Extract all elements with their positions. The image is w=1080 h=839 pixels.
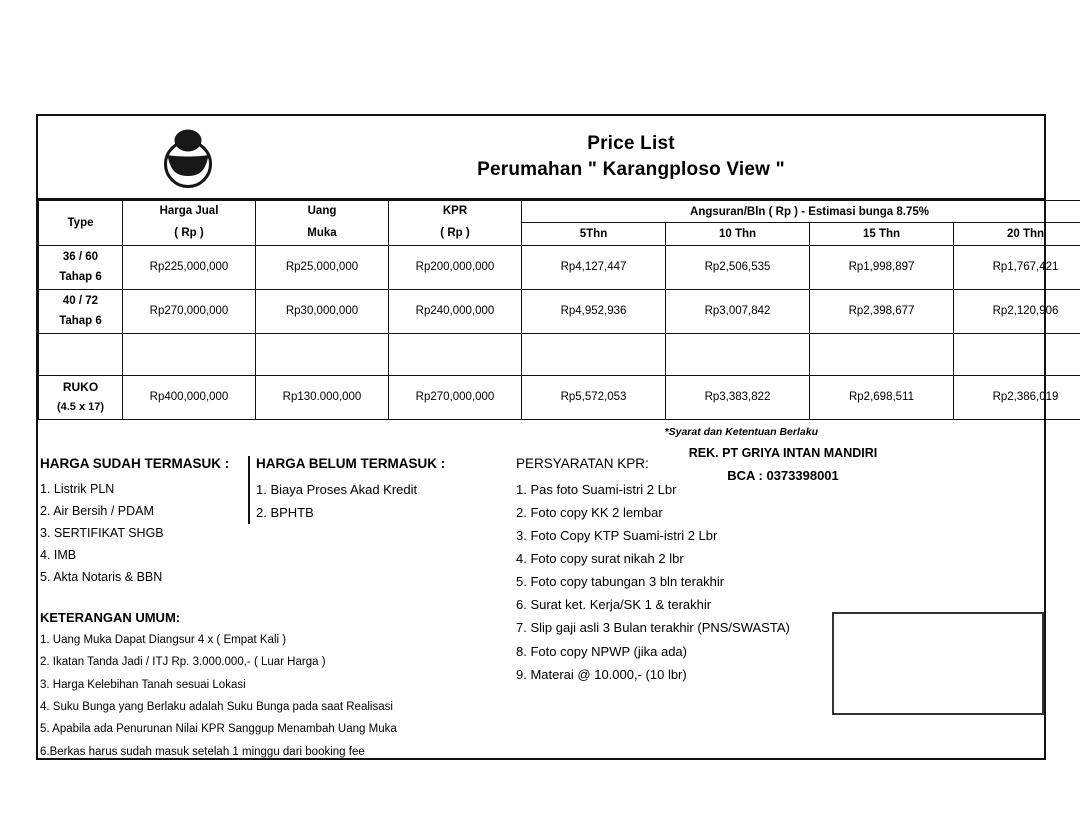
cell-uang-muka: Rp130.000,000 — [256, 375, 389, 419]
cell-angsuran-10: Rp2,506,535 — [666, 245, 810, 289]
excluded-list — [256, 478, 510, 524]
price-table — [38, 200, 1080, 420]
col-header-angsuran-group: Angsuran/Bln ( Rp ) - Estimasi bunga 8.75% — [522, 201, 1080, 223]
cell-angsuran-10 — [666, 333, 810, 375]
list-item: 3. Foto Copy KTP Suami-istri 2 Lbr — [516, 527, 718, 543]
price-list-sheet — [36, 114, 1059, 760]
col-header-kpr — [389, 201, 522, 246]
list-item: 2. Foto copy KK 2 lembar — [516, 504, 663, 520]
cell-angsuran-15: Rp2,398,677 — [810, 289, 954, 333]
cell-uang-muka: Rp30,000,000 — [256, 289, 389, 333]
list-item: 3. SERTIFIKAT SHGB — [40, 525, 164, 540]
list-item: 2. BPHTB — [256, 504, 314, 520]
list-item: 3. Harga Kelebihan Tanah sesuai Lokasi — [40, 678, 246, 691]
col-header-uang-muka-line2: Muka — [307, 226, 337, 239]
cell-angsuran-15 — [810, 333, 954, 375]
list-item: 2. Ikatan Tanda Jadi / ITJ Rp. 3.000.000,- ( Luar Harga ) — [40, 656, 326, 669]
general-notes-block — [40, 610, 510, 764]
col-header-harga-jual-line1: Harga Jual — [159, 205, 219, 217]
list-item: 1. Biaya Proses Akad Kredit — [256, 481, 418, 497]
logo-container — [38, 126, 338, 188]
cell-kpr: Rp270,000,000 — [389, 375, 522, 419]
cell-type-line1: RUKO — [62, 380, 99, 395]
list-item: 5. Foto copy tabungan 3 bln terakhir — [516, 574, 725, 590]
table-header-row-1 — [39, 201, 1080, 223]
list-item: 1. Uang Muka Dapat Diangsur 4 x ( Empat Kali ) — [40, 633, 287, 646]
cell-angsuran-10: Rp3,383,822 — [666, 375, 810, 419]
list-item: 7. Slip gaji asli 3 Bulan terakhir (PNS/SWASTA) — [516, 620, 790, 636]
cell-type — [39, 375, 123, 419]
cell-harga-jual: Rp225,000,000 — [123, 245, 256, 289]
cell-kpr — [389, 333, 522, 375]
cell-angsuran-20 — [954, 333, 1080, 375]
notes-area — [38, 420, 1044, 758]
cell-uang-muka: Rp25,000,000 — [256, 245, 389, 289]
cell-uang-muka — [256, 333, 389, 375]
terms-note: *Syarat dan Ketentuan Berlaku — [664, 425, 818, 438]
table-row-empty — [39, 333, 1080, 375]
included-title: HARGA SUDAH TERMASUK : — [40, 455, 230, 471]
cell-angsuran-20: Rp2,120,906 — [954, 289, 1080, 333]
list-item: 8. Foto copy NPWP (jika ada) — [516, 643, 687, 659]
col-header-kpr-line1: KPR — [442, 205, 468, 217]
document-header — [38, 116, 1044, 200]
bank-account-number: BCA : 0373398001 — [727, 467, 839, 483]
col-header-tenor-5: 5Thn — [522, 223, 666, 245]
cell-angsuran-5: Rp4,952,936 — [522, 289, 666, 333]
cell-harga-jual — [123, 333, 256, 375]
cell-kpr: Rp240,000,000 — [389, 289, 522, 333]
col-header-type: Type — [39, 201, 123, 246]
list-item: 4. Suku Bunga yang Berlaku adalah Suku Bunga pada saat Realisasi — [40, 700, 393, 713]
cell-angsuran-20: Rp1,767,421 — [954, 245, 1080, 289]
col-header-tenor-20: 20 Thn — [954, 223, 1080, 245]
cell-harga-jual: Rp270,000,000 — [123, 289, 256, 333]
table-row — [39, 245, 1080, 289]
excluded-title: HARGA BELUM TERMASUK : — [256, 455, 446, 471]
cell-type — [39, 289, 123, 333]
cell-angsuran-5 — [522, 333, 666, 375]
cell-angsuran-5: Rp5,572,053 — [522, 375, 666, 419]
cell-angsuran-15: Rp1,998,897 — [810, 245, 954, 289]
list-item: 6.Berkas harus sudah masuk setelah 1 minggu dari booking fee — [40, 745, 365, 758]
included-block — [40, 456, 248, 589]
cell-type — [39, 333, 123, 375]
table-row — [39, 289, 1080, 333]
kpr-requirements-title: PERSYARATAN KPR: — [516, 455, 649, 471]
col-header-tenor-10: 10 Thn — [666, 223, 810, 245]
col-header-tenor-15: 15 Thn — [810, 223, 954, 245]
excluded-block — [248, 456, 510, 524]
title-container — [338, 131, 1044, 182]
list-item: 1. Pas foto Suami-istri 2 Lbr — [516, 481, 677, 497]
col-header-harga-jual — [123, 201, 256, 246]
list-item: 6. Surat ket. Kerja/SK 1 & terakhir — [516, 597, 712, 613]
col-header-uang-muka-line1: Uang — [307, 205, 337, 217]
page-title: Price List — [587, 133, 675, 155]
cell-angsuran-15: Rp2,698,511 — [810, 375, 954, 419]
bank-account-name: REK. PT GRIYA INTAN MANDIRI — [688, 445, 878, 460]
general-notes-list — [40, 629, 510, 764]
cell-angsuran-10: Rp3,007,842 — [666, 289, 810, 333]
cell-angsuran-20: Rp2,386,019 — [954, 375, 1080, 419]
col-header-uang-muka — [256, 201, 389, 246]
cell-type — [39, 245, 123, 289]
signature-box — [832, 612, 1044, 715]
cell-kpr: Rp200,000,000 — [389, 245, 522, 289]
cell-type-line2: Tahap 6 — [59, 271, 102, 284]
cell-angsuran-5: Rp4,127,447 — [522, 245, 666, 289]
cell-type-line1: 36 / 60 — [62, 251, 99, 264]
col-header-harga-jual-line2: ( Rp ) — [174, 226, 204, 239]
list-item: 2. Air Bersih / PDAM — [40, 503, 154, 518]
list-item: 4. Foto copy surat nikah 2 lbr — [516, 551, 684, 567]
cell-type-line2: Tahap 6 — [59, 315, 102, 328]
col-header-kpr-line2: ( Rp ) — [440, 226, 470, 239]
cell-type-line1: 40 / 72 — [62, 295, 99, 308]
list-item: 5. Apabila ada Penurunan Nilai KPR Sanggup Menambah Uang Muka — [40, 723, 397, 736]
list-item: 5. Akta Notaris & BBN — [40, 570, 163, 585]
general-notes-title: KETERANGAN UMUM: — [40, 609, 181, 625]
list-item: 1. Listrik PLN — [40, 481, 115, 496]
cell-harga-jual: Rp400,000,000 — [123, 375, 256, 419]
included-list — [40, 478, 248, 589]
list-item: 9. Materai @ 10.000,- (10 lbr) — [516, 666, 687, 682]
cell-type-line2: (4.5 x 17) — [56, 401, 105, 414]
person-circle-logo-icon — [157, 126, 219, 188]
page-subtitle: Perumahan " Karangploso View " — [477, 159, 785, 180]
list-item: 4. IMB — [40, 548, 77, 563]
table-row — [39, 375, 1080, 419]
